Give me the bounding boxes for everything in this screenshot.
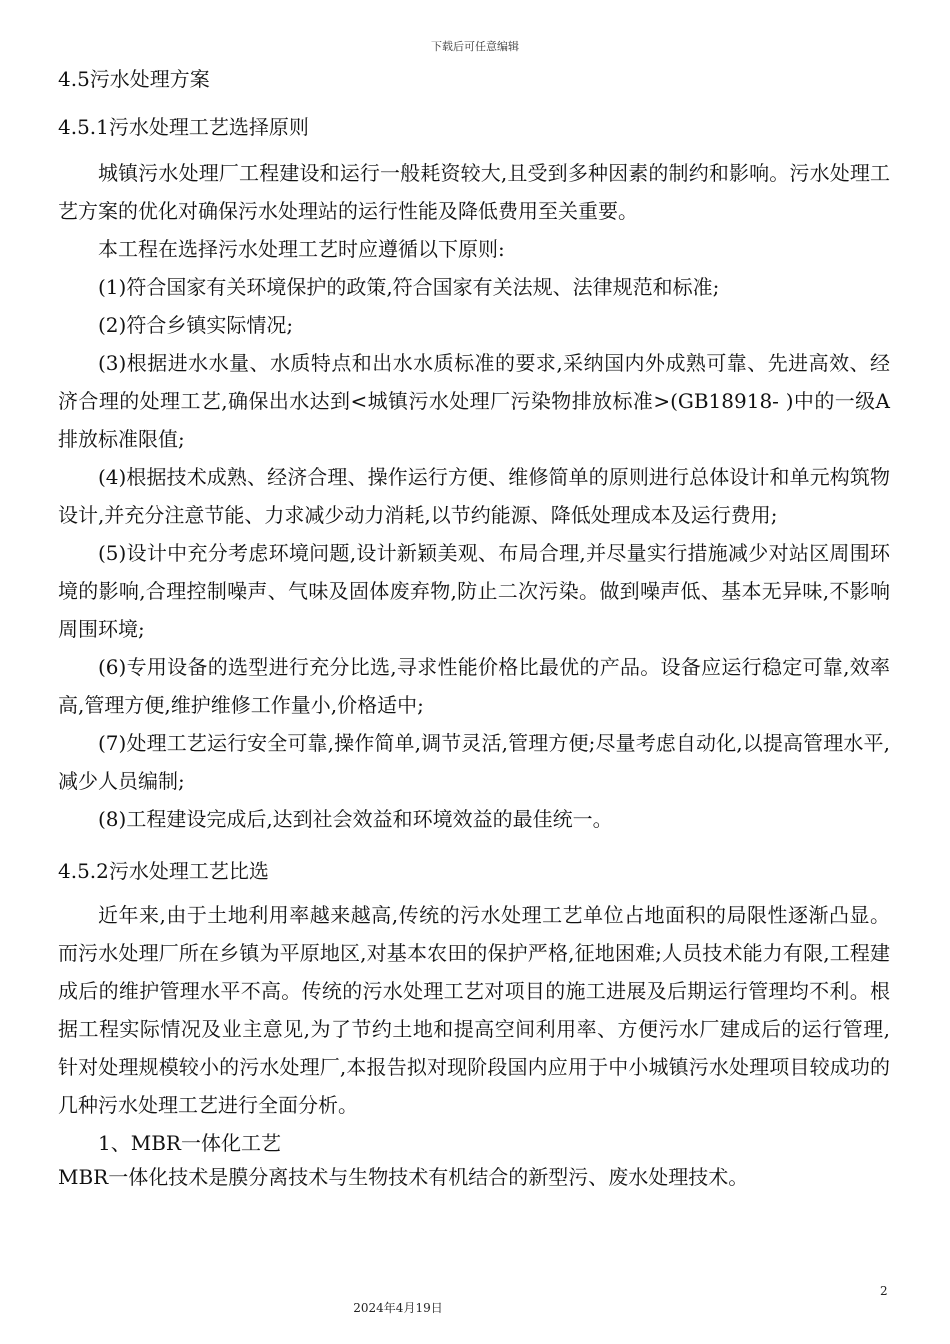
page-number: 2: [880, 1284, 888, 1298]
principle-item-2: (2)符合乡镇实际情况;: [98, 313, 294, 337]
principle-item-3: (3)根据进水水量、水质特点和出水水质标准的要求,采纳国内外成熟可靠、先进高效、经济合理的处理工艺,确保出水达到<城镇污水处理厂污染物排放标准>(GB18918- )中的一级A排放标准限值;: [58, 351, 890, 451]
paragraph-mbr-desc: MBR一体化技术是膜分离技术与生物技术有机结合的新型污、废水处理技术。: [58, 1165, 749, 1189]
paragraph-principles-lead: 本工程在选择污水处理工艺时应遵循以下原则:: [98, 237, 505, 261]
heading-4-5-2: 4.5.2污水处理工艺比选: [58, 859, 269, 883]
principle-item-7: (7)处理工艺运行安全可靠,操作简单,调节灵活,管理方便;尽量考虑自动化,以提高管理水平,减少人员编制;: [58, 731, 890, 793]
paragraph-mbr-title: 1、MBR一体化工艺: [98, 1131, 281, 1155]
paragraph-comparison: 近年来,由于土地利用率越来越高,传统的污水处理工艺单位占地面积的局限性逐渐凸显。而污水处理厂所在乡镇为平原地区,对基本农田的保护严格,征地困难;人员技术能力有限,工程建成后的维护管理水平不高。传统的污水处理工艺对项目的施工进展及后期运行管理均不利。根据工程实际情况及业主意见,为了节约土地和提高空间利用率、方便污水厂建成后的运行管理,针对处理规模较小的污水处理厂,本报告拟对现阶段国内应用于中小城镇污水处理项目较成功的几种污水处理工艺进行全面分析。: [58, 903, 890, 1117]
page-header: 下载后可任意编辑: [431, 40, 519, 53]
heading-4-5: 4.5污水处理方案: [58, 67, 210, 91]
paragraph-intro: 城镇污水处理厂工程建设和运行一般耗资较大,且受到多种因素的制约和影响。污水处理工艺方案的优化对确保污水处理站的运行性能及降低费用至关重要。: [58, 161, 890, 223]
principle-item-1: (1)符合国家有关环境保护的政策,符合国家有关法规、法律规范和标准;: [98, 275, 720, 299]
document-body: [58, 58, 890, 1196]
heading-4-5-1: 4.5.1污水处理工艺选择原则: [58, 115, 309, 139]
principle-item-5: (5)设计中充分考虑环境问题,设计新颖美观、布局合理,并尽量实行措施减少对站区周围环境的影响,合理控制噪声、气味及固体废弃物,防止二次污染。做到噪声低、基本无异味,不影响周围环境;: [58, 541, 890, 641]
principle-item-4: (4)根据技术成熟、经济合理、操作运行方便、维修简单的原则进行总体设计和单元构筑物设计,并充分注意节能、力求减少动力消耗,以节约能源、降低处理成本及运行费用;: [58, 465, 890, 527]
principle-item-8: (8)工程建设完成后,达到社会效益和环境效益的最佳统一。: [98, 807, 613, 831]
footer-date: 2024年4月19日: [353, 1301, 443, 1315]
principle-item-6: (6)专用设备的选型进行充分比选,寻求性能价格比最优的产品。设备应运行稳定可靠,效率高,管理方便,维护维修工作量小,价格适中;: [58, 655, 890, 717]
